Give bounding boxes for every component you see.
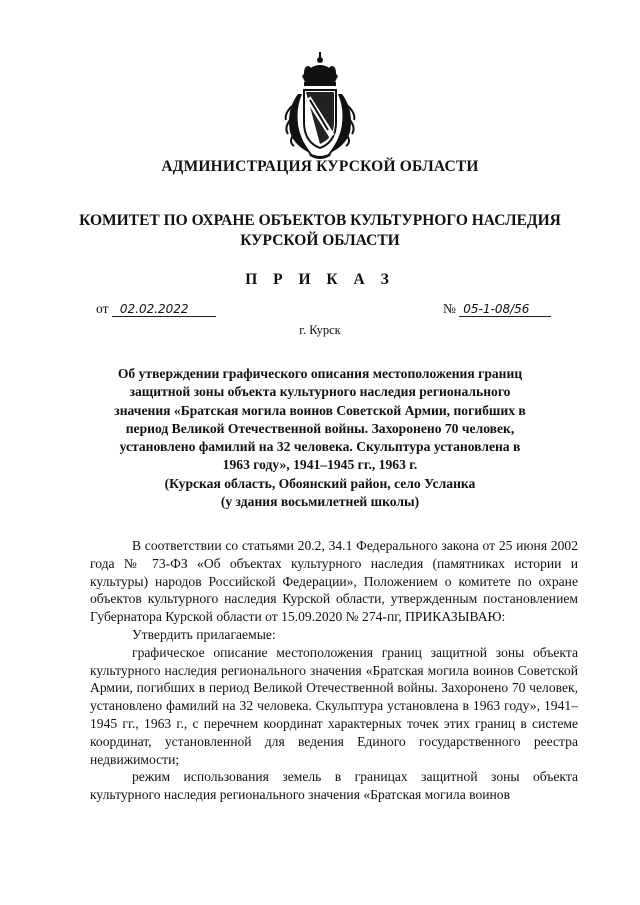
document-date bbox=[96, 301, 216, 317]
document-subject bbox=[95, 365, 545, 511]
number-prefix: № bbox=[443, 301, 456, 316]
document-number bbox=[443, 301, 551, 317]
subject-line: защитной зоны объекта культурного наследия регионального bbox=[129, 384, 511, 400]
body-paragraph: В соответствии со статьями 20.2, 34.1 Федерального закона от 25 июня 2002 года № 73-ФЗ «Об объектах культурного наследия (памятниках истории и культуры) народов Российской Федерации», Положением о комитете по охране объектов культурного наследия Курской области, утвержденным постановлением Губернатора Курской области от 15.09.2020 № 274-пг, ПРИКАЗЫВАЮ: bbox=[90, 538, 578, 625]
date-value: 02.02.2022 bbox=[112, 302, 216, 317]
subject-line: 1963 году», 1941–1945 гг., 1963 г. bbox=[222, 457, 418, 473]
number-value: 05-1-08/56 bbox=[459, 302, 551, 317]
committee-title-line2: КУРСКОЙ ОБЛАСТИ bbox=[240, 232, 400, 249]
committee-title bbox=[0, 211, 640, 251]
date-prefix: от bbox=[96, 301, 109, 316]
kursk-coat-of-arms-icon bbox=[282, 50, 358, 162]
subject-line: (у здания восьмилетней школы) bbox=[220, 494, 420, 510]
subject-line: период Великой Отечественной войны. Захоронено 70 человек, bbox=[125, 420, 515, 436]
subject-line: Об утверждении графического описания местоположения границ bbox=[117, 366, 523, 381]
subject-line: (Курская область, Обоянский район, село Усланка bbox=[164, 475, 476, 491]
subject-line: установлено фамилий на 32 человека. Скульптура установлена в bbox=[119, 439, 521, 455]
body-paragraph: Утвердить прилагаемые: bbox=[132, 626, 276, 642]
subject-line: значения «Братская могила воинов Советской Армии, погибших в bbox=[114, 402, 526, 418]
document-body bbox=[90, 537, 578, 804]
body-paragraph: режим использования земель в границах защитной зоны объекта культурного наследия регионального значения «Братская могила воинов bbox=[90, 769, 578, 803]
city: г. Курск bbox=[299, 323, 341, 337]
administration-title: АДМИНИСТРАЦИЯ КУРСКОЙ ОБЛАСТИ bbox=[161, 158, 479, 175]
committee-title-line1: КОМИТЕТ ПО ОХРАНЕ ОБЪЕКТОВ КУЛЬТУРНОГО НАСЛЕДИЯ bbox=[79, 212, 561, 229]
document-type: П Р И К А З bbox=[245, 271, 395, 288]
body-paragraph: графическое описание местоположения границ защитной зоны объекта культурного наследия регионального значения «Братская могила воинов Советской Армии, погибших в период Великой Отечественной войны. Захоронено 70 человек, установлено фамилий на 32 человека. Скульптура установлена в 1963 году», 1941–1945 гг., 1963 г., с перечнем координат характерных точек этих границ в системе координат, установленной для ведения Единого государственного реестра недвижимости; bbox=[90, 644, 578, 767]
